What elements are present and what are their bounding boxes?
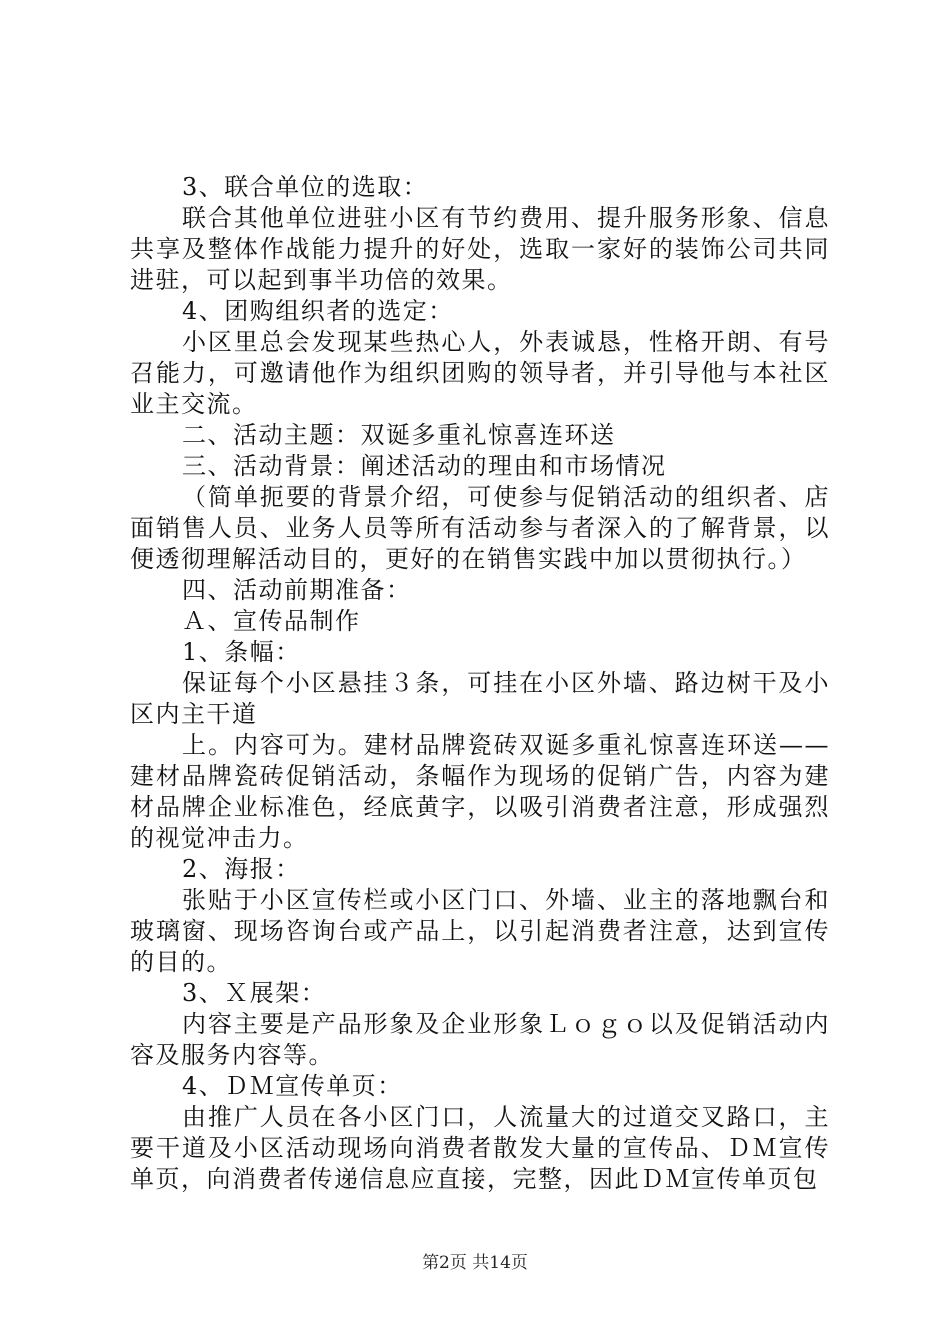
paragraph: 1、条幅： — [182, 638, 301, 666]
paragraph: 内容主要是产品形象及企业形象Ｌｏｇｏ以及促销活动内容及服务内容等。 — [130, 1010, 830, 1069]
paragraph: （简单扼要的背景介绍，可使参与促销活动的组织者、店面销售人员、业务人员等所有活动参与者深入的了解背景，以便透彻理解活动目的，更好的在销售实践中加以贯彻执行。） — [130, 483, 830, 573]
page-number-footer: 第2页 共14页 — [422, 1253, 528, 1273]
paragraph: 上。内容可为。建材品牌瓷砖双诞多重礼惊喜连环送——建材品牌瓷砖促销活动，条幅作为现场的促销广告，内容为建材品牌企业标准色，经底黄字，以吸引消费者注意，形成强烈的视觉冲击力。 — [130, 731, 830, 852]
paragraph: 3、联合单位的选取： — [182, 173, 429, 201]
paragraph: 由推广人员在各小区门口，人流量大的过道交叉路口，主要干道及小区活动现场向消费者散发大量的宣传品、ＤＭ宣传单页，向消费者传递信息应直接，完整，因此ＤＭ宣传单页包 — [130, 1103, 830, 1193]
paragraph: 2、海报： — [182, 855, 301, 883]
paragraph: Ａ、宣传品制作 — [182, 607, 361, 635]
paragraph: 保证每个小区悬挂３条，可挂在小区外墙、路边树干及小区内主干道 — [130, 669, 830, 728]
document-body — [130, 172, 830, 1195]
paragraph: 小区里总会发现某些热心人，外表诚恳，性格开朗、有号召能力，可邀请他作为组织团购的领导者，并引导他与本社区业主交流。 — [130, 328, 830, 418]
paragraph: 4、ＤＭ宣传单页： — [182, 1072, 403, 1100]
paragraph: 4、团购组织者的选定： — [182, 297, 454, 325]
paragraph: 三、活动背景：阐述活动的理由和市场情况 — [182, 452, 667, 480]
paragraph: 四、活动前期准备： — [182, 576, 412, 604]
paragraph: 张贴于小区宣传栏或小区门口、外墙、业主的落地飘台和玻璃窗、现场咨询台或产品上，以引起消费者注意，达到宣传的目的。 — [130, 886, 830, 976]
paragraph: 联合其他单位进驻小区有节约费用、提升服务形象、信息共享及整体作战能力提升的好处，选取一家好的装饰公司共同进驻，可以起到事半功倍的效果。 — [130, 204, 830, 294]
paragraph: 二、活动主题：双诞多重礼惊喜连环送 — [182, 421, 616, 449]
paragraph: 3、Ｘ展架： — [182, 979, 327, 1007]
